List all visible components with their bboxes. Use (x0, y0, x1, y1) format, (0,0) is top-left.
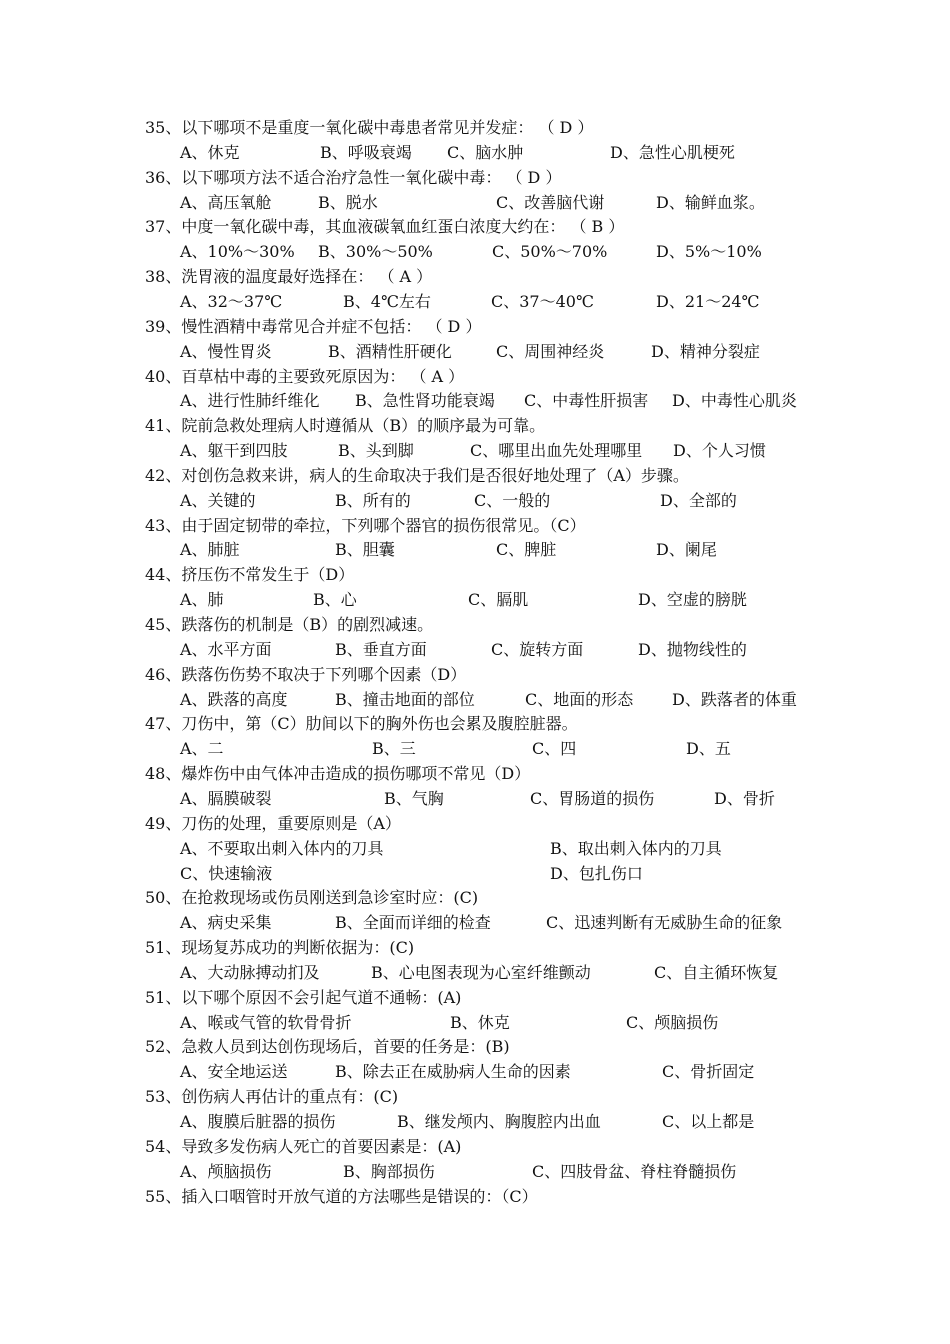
question-stem: 49、刀伤的处理，重要原则是（A） (145, 813, 401, 833)
answer-option: A、颅脑损伤 (180, 1161, 272, 1181)
answer-option: B、垂直方面 (335, 639, 427, 659)
answer-option: C、四 (532, 739, 577, 759)
answer-option: A、躯干到四肢 (180, 441, 288, 461)
answer-option: A、进行性肺纤维化 (180, 391, 320, 411)
answer-option: A、慢性胃炎 (180, 341, 272, 361)
answer-option: A、不要取出刺入体内的刀具 (180, 838, 384, 858)
answer-option: B、胆囊 (335, 540, 395, 560)
answer-option: C、迅速判断有无威胁生命的征象 (546, 913, 783, 933)
question-stem: 47、刀伤中，第（C）肋间以下的胸外伤也会累及腹腔脏器。 (145, 714, 578, 734)
question-stem: 38、洗胃液的温度最好选择在： （ A ） (145, 267, 433, 287)
answer-option: C、以上都是 (662, 1112, 755, 1131)
answer-option: B、三 (372, 739, 416, 759)
answer-option: C、一般的 (474, 490, 551, 510)
answer-option: B、撞击地面的部位 (335, 689, 475, 709)
answer-option: A、关键的 (180, 490, 256, 510)
answer-option: B、30%～50% (318, 242, 433, 262)
answer-option: D、中毒性心肌炎 (672, 391, 797, 411)
answer-option: D、骨折 (714, 788, 775, 808)
answer-option: D、输鲜血浆。 (656, 192, 765, 212)
answer-option: B、心电图表现为心室纤维颤动 (371, 962, 591, 982)
question-stem: 44、挤压伤不常发生于（D） (145, 565, 355, 585)
answer-option: D、空虚的膀胱 (638, 590, 747, 610)
answer-option: C、脑水肿 (447, 142, 524, 162)
question-stem: 51、现场复苏成功的判断依据为：(C) (145, 938, 415, 958)
answer-option: D、五 (686, 739, 731, 759)
answer-option: D、21～24℃ (656, 291, 760, 311)
answer-option: C、脾脏 (496, 540, 557, 560)
answer-option: D、5%～10% (656, 242, 762, 262)
answer-option: B、休克 (450, 1012, 510, 1032)
question-stem: 39、慢性酒精中毒常见合并症不包括： （ D ） (145, 316, 482, 336)
question-stem: 46、跌落伤伤势不取决于下列哪个因素（D） (145, 664, 467, 684)
answer-option: D、个人习惯 (673, 441, 766, 461)
answer-option: C、地面的形态 (525, 689, 634, 709)
answer-option: A、水平方面 (180, 639, 272, 659)
question-stem: 42、对创伤急救来讲，病人的生命取决于我们是否很好地处理了（A）步骤。 (145, 465, 689, 485)
answer-option: A、肺 (180, 590, 224, 610)
question-stem: 54、导致多发伤病人死亡的首要因素是：(A) (145, 1136, 462, 1156)
question-stem: 43、由于固定韧带的牵拉，下列哪个器官的损伤很常见。（C） (145, 515, 586, 535)
answer-option: B、气胸 (384, 788, 444, 808)
answer-option: C、改善脑代谢 (496, 192, 605, 212)
answer-option: B、全面而详细的检查 (335, 913, 491, 933)
answer-option: D、阑尾 (656, 540, 717, 560)
question-stem: 52、急救人员到达创伤现场后，首要的任务是：(B) (145, 1037, 510, 1057)
answer-option: B、4℃左右 (343, 291, 431, 311)
question-stem: 55、插入口咽管时开放气道的方法哪些是错误的：（C） (145, 1186, 538, 1206)
answer-option: A、跌落的高度 (180, 689, 288, 709)
answer-option: A、10%～30% (180, 242, 295, 262)
answer-option: B、心 (313, 590, 357, 610)
question-stem: 50、在抢救现场或伤员刚送到急诊室时应：(C) (145, 888, 479, 908)
answer-option: C、自主循环恢复 (654, 962, 779, 982)
answer-option: B、胸部损伤 (343, 1161, 435, 1181)
question-stem: 37、中度一氧化碳中毒，其血液碳氧血红蛋白浓度大约在： （ B ） (145, 217, 625, 237)
question-stem: 41、院前急救处理病人时遵循从（B）的顺序最为可靠。 (145, 416, 546, 436)
question-stem: 35、以下哪项不是重度一氧化碳中毒患者常见并发症： （ D ） (145, 118, 594, 137)
answer-option: A、二 (180, 739, 224, 759)
answer-option: C、周围神经炎 (496, 341, 605, 361)
answer-option: C、中毒性肝损害 (524, 391, 649, 411)
question-stem: 45、跌落伤的机制是（B）的剧烈减速。 (145, 615, 434, 634)
answer-option: A、安全地运送 (180, 1062, 288, 1082)
answer-option: C、37～40℃ (491, 291, 594, 311)
answer-option: C、旋转方面 (491, 639, 584, 659)
answer-option: C、颅脑损伤 (626, 1012, 719, 1032)
answer-option: B、所有的 (335, 490, 411, 510)
answer-option: A、休克 (180, 142, 240, 162)
answer-option: A、喉或气管的软骨骨折 (180, 1012, 352, 1032)
answer-option: A、大动脉搏动扪及 (180, 962, 320, 982)
answer-option: C、快速输液 (180, 863, 273, 883)
question-stem: 51、以下哪个原因不会引起气道不通畅：(A) (145, 987, 462, 1007)
answer-option: A、病史采集 (180, 913, 272, 933)
answer-option: C、哪里出血先处理哪里 (470, 441, 643, 461)
answer-option: D、抛物线性的 (638, 639, 747, 659)
answer-option: D、急性心肌梗死 (610, 142, 735, 162)
question-stem: 36、以下哪项方法不适合治疗急性一氧化碳中毒： （ D ） (145, 167, 562, 187)
answer-option: B、除去正在威胁病人生命的因素 (335, 1062, 571, 1082)
question-stem: 48、爆炸伤中由气体冲击造成的损伤哪项不常见（D） (145, 764, 531, 784)
answer-option: D、包扎伤口 (550, 863, 643, 883)
answer-option: A、腹膜后脏器的损伤 (180, 1112, 336, 1131)
answer-option: A、肺脏 (180, 540, 240, 560)
answer-option: D、跌落者的体重 (672, 689, 797, 709)
answer-option: B、头到脚 (338, 441, 414, 461)
answer-option: B、酒精性肝硬化 (328, 341, 452, 361)
answer-option: B、取出刺入体内的刀具 (550, 838, 722, 858)
answer-option: C、胃肠道的损伤 (530, 788, 655, 808)
answer-option: B、脱水 (318, 192, 378, 212)
question-stem: 40、百草枯中毒的主要致死原因为： （ A ） (145, 366, 465, 386)
answer-option: B、急性肾功能衰竭 (355, 391, 495, 411)
answer-option: C、骨折固定 (662, 1062, 755, 1082)
answer-option: C、四肢骨盆、脊柱脊髓损伤 (532, 1161, 737, 1181)
answer-option: B、呼吸衰竭 (320, 142, 412, 162)
answer-option: D、精神分裂症 (651, 341, 760, 361)
answer-option: B、继发颅内、胸腹腔内出血 (397, 1112, 601, 1131)
answer-option: A、膈膜破裂 (180, 788, 272, 808)
answer-option: D、全部的 (660, 490, 737, 510)
answer-option: A、32～37℃ (180, 291, 283, 311)
answer-option: A、高压氧舱 (180, 192, 272, 212)
question-stem: 53、创伤病人再估计的重点有：(C) (145, 1087, 399, 1107)
answer-option: C、膈肌 (468, 590, 529, 610)
answer-option: C、50%～70% (492, 242, 608, 262)
